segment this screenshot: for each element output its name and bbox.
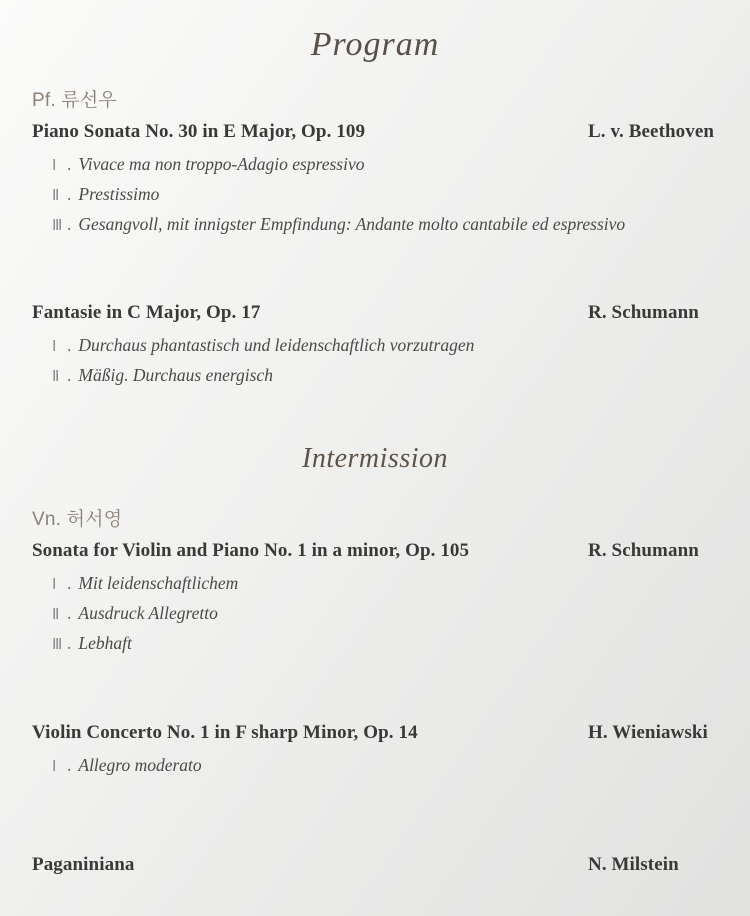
movement-numeral-dot: .: [67, 573, 72, 593]
movement-text: Gesangvoll, mit innigster Empfindung: Andante molto cantabile ed espressivo: [78, 214, 626, 234]
movement-text: Durchaus phantastisch und leidenschaftlich vorzutragen: [78, 335, 475, 355]
movement-numeral-dot: .: [67, 603, 72, 623]
movement-line: [52, 331, 705, 361]
movement-numeral: Ⅱ: [52, 368, 60, 385]
movement-list: [32, 751, 705, 781]
composer-name: L. v. Beethoven: [588, 121, 715, 142]
movement-numeral: Ⅰ: [52, 338, 57, 355]
movement-numeral: Ⅰ: [52, 576, 57, 593]
piece-header: [32, 121, 715, 143]
composer-name: R. Schumann: [588, 540, 699, 561]
movement-numeral: Ⅲ: [52, 217, 63, 234]
composer-name: N. Milstein: [588, 854, 679, 875]
movement-text: Mäßig. Durchaus energisch: [78, 365, 273, 385]
movement-numeral: Ⅲ: [52, 636, 63, 653]
movement-numeral-dot: .: [67, 633, 72, 653]
movement-numeral: Ⅱ: [52, 606, 60, 623]
piece-title: Fantasie in C Major, Op. 17: [32, 302, 261, 323]
movement-numeral-dot: .: [67, 335, 72, 355]
movement-text: Prestissimo: [78, 184, 160, 204]
intermission-heading: Intermission: [302, 443, 448, 474]
piece-header: [32, 854, 705, 876]
movement-numeral-dot: .: [67, 755, 72, 775]
movement-text: Vivace ma non troppo-Adagio espressivo: [78, 154, 365, 174]
movement-line: [52, 361, 705, 391]
movement-numeral: Ⅰ: [52, 758, 57, 775]
movement-line: [52, 210, 705, 240]
movement-list: [32, 569, 705, 659]
movement-line: [52, 751, 705, 781]
movement-line: [52, 150, 705, 180]
movement-numeral-dot: .: [67, 184, 72, 204]
piece-title: Paganiniana: [32, 854, 135, 875]
page-title: Program: [310, 26, 440, 63]
piece-title: Piano Sonata No. 30 in E Major, Op. 109: [32, 121, 366, 142]
movement-numeral-dot: .: [67, 214, 72, 234]
performer-label-violin: Vn. 허서영: [32, 509, 123, 530]
movement-line: [52, 569, 705, 599]
piece-title: Violin Concerto No. 1 in F sharp Minor, Op. 14: [32, 722, 418, 743]
piece-header: [32, 302, 705, 324]
movement-text: Lebhaft: [78, 633, 132, 653]
movement-text: Mit leidenschaftlichem: [78, 573, 239, 593]
movement-numeral: Ⅰ: [52, 157, 57, 174]
movement-numeral-dot: .: [67, 365, 72, 385]
movement-list: [32, 150, 705, 240]
movement-line: [52, 180, 705, 210]
movement-numeral-dot: .: [67, 154, 72, 174]
movement-line: [52, 599, 705, 629]
performer-label-piano: Pf. 류선우: [32, 90, 117, 111]
piece-title: Sonata for Violin and Piano No. 1 in a minor, Op. 105: [32, 540, 470, 561]
movement-list: [32, 331, 705, 391]
piece-header: [32, 540, 705, 562]
movement-line: [52, 629, 705, 659]
movement-text: Allegro moderato: [78, 755, 202, 775]
composer-name: H. Wieniawski: [588, 722, 708, 743]
movement-text: Ausdruck Allegretto: [78, 603, 218, 623]
composer-name: R. Schumann: [588, 302, 699, 323]
movement-numeral: Ⅱ: [52, 187, 60, 204]
piece-header: [32, 722, 708, 744]
